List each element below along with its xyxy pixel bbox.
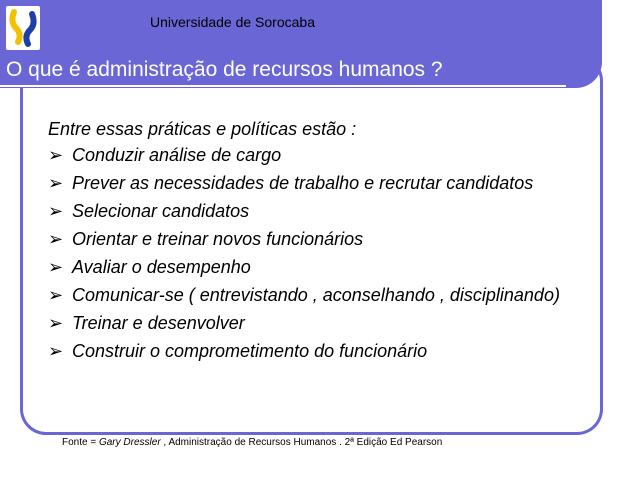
arrow-bullet-icon: ➢ xyxy=(48,173,64,193)
list-item xyxy=(48,172,568,194)
list-item-text: Selecionar candidatos xyxy=(72,201,250,221)
arrow-bullet-icon: ➢ xyxy=(48,341,64,361)
list-item-text: Comunicar-se ( entrevistando , aconselhando , disciplinando) xyxy=(72,285,560,305)
intro-text: Entre essas práticas e políticas estão : xyxy=(48,119,357,139)
list-item-text: Conduzir análise de cargo xyxy=(72,145,282,165)
source-rest: , Administração de Recursos Humanos . 2ª Edição Ed Pearson xyxy=(160,437,443,448)
content-frame-left xyxy=(20,88,50,435)
list-item-text: Prever as necessidades de trabalho e recrutar candidatos xyxy=(72,173,534,193)
list-item xyxy=(48,284,568,306)
list-item-text: Orientar e treinar novos funcionários xyxy=(72,229,364,249)
arrow-bullet-icon: ➢ xyxy=(48,285,64,305)
arrow-bullet-icon: ➢ xyxy=(48,257,64,277)
source-prefix: Fonte = xyxy=(62,437,99,448)
list-item xyxy=(48,312,568,334)
list-item xyxy=(48,144,568,166)
list-item xyxy=(48,256,568,278)
slide-content xyxy=(48,118,568,368)
bullet-list xyxy=(48,144,568,362)
list-item xyxy=(48,340,568,362)
list-item-text: Avaliar o desempenho xyxy=(72,257,251,277)
list-item-text: Construir o comprometimento do funcionário xyxy=(72,341,428,361)
list-item xyxy=(48,228,568,250)
list-item-text: Treinar e desenvolver xyxy=(72,313,245,333)
university-name: Universidade de Sorocaba xyxy=(150,14,315,30)
arrow-bullet-icon: ➢ xyxy=(48,145,64,165)
arrow-bullet-icon: ➢ xyxy=(48,201,64,221)
source-author: Gary Dressler xyxy=(98,437,161,448)
arrow-bullet-icon: ➢ xyxy=(48,313,64,333)
university-logo xyxy=(6,6,40,50)
arrow-bullet-icon: ➢ xyxy=(48,229,64,249)
logo-icon xyxy=(6,6,40,50)
source-note xyxy=(62,437,442,448)
slide-title: O que é administração de recursos humanos ? xyxy=(6,58,443,81)
list-item xyxy=(48,200,568,222)
